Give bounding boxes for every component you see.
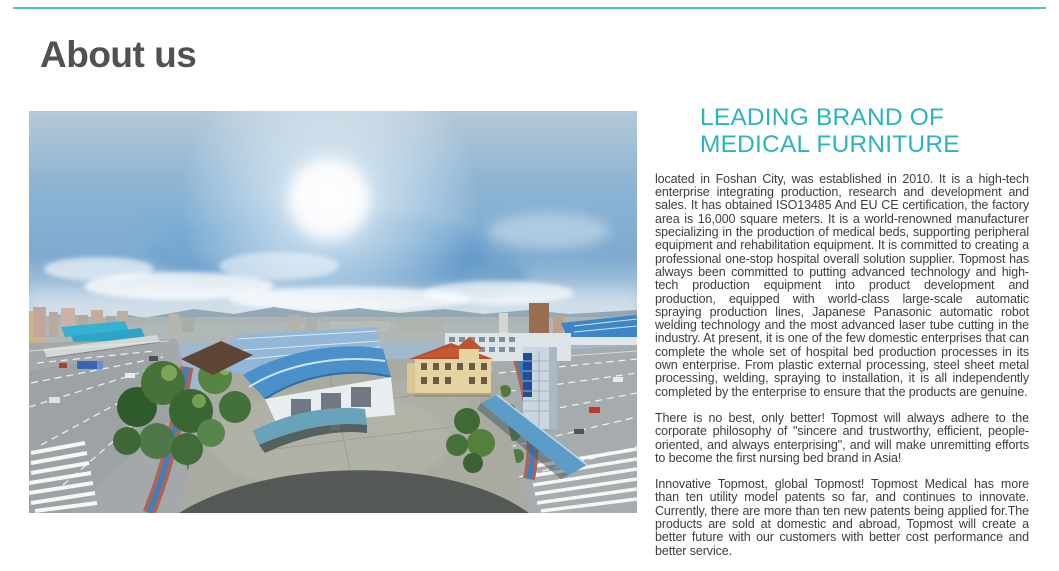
- about-paragraphs: [655, 173, 1029, 558]
- lead-heading: [700, 104, 1029, 159]
- top-accent-rule: [13, 7, 1046, 9]
- lead-heading-line1: LEADING BRAND OF: [700, 104, 945, 131]
- blue-sign: [523, 353, 532, 397]
- factory-panorama-illustration: [29, 111, 637, 513]
- page-title: About us: [40, 34, 197, 75]
- about-paragraph-3: Innovative Topmost, global Topmost! Topmost Medical has more than ten utility model patents so far, and continues to innovate. Currently, there are more than ten new patents being applied for.The products are sold at domestic and abroad, Topmost will create a better future with our customers with better cost performance and better service.: [655, 477, 1029, 558]
- about-content: [655, 104, 1029, 571]
- truck: [77, 361, 99, 369]
- lead-heading-line2: MEDICAL FURNITURE: [700, 131, 960, 159]
- about-paragraph-1: located in Foshan City, was established in 2010. It is a high-tech enterprise integrating production, research and development and sales. It has obtained ISO13485 And EU CE certification, the factory area is 16,000 square meters. It is a world-renowned manufacturer specializing in the production of medical beds, supporting peripheral equipment and rehabilitation equipment. It is committed to creating a professional one-stop hospital overall solution supplier. Topmost has always been committed to putting advanced technology and high-tech production equipment into product development and production, equipped with world-class large-scale automatic spraying production lines, Japanese Panasonic automatic robot welding technology and the most advanced laser tube cutting in the industry. At present, it is one of the few domestic enterprises that can complete the whole set of hospital bed production processes in its own enterprise. From plastic external processing, steel sheet metal processing, welding, spraying to installation, it is all independently completed by the enterprise to ensure that the products are genuine.: [655, 171, 1029, 399]
- factory-panorama-photo: [29, 111, 637, 513]
- red-car: [589, 407, 600, 413]
- orange-roof-building: [415, 357, 491, 395]
- about-paragraph-2: There is no best, only better! Topmost will always adhere to the corporate philosophy of "sincere and trustworthy, efficient, people-oriented, and always enterprising", and will make unremitting efforts to become the first nursing bed brand in Asia!: [655, 410, 1029, 465]
